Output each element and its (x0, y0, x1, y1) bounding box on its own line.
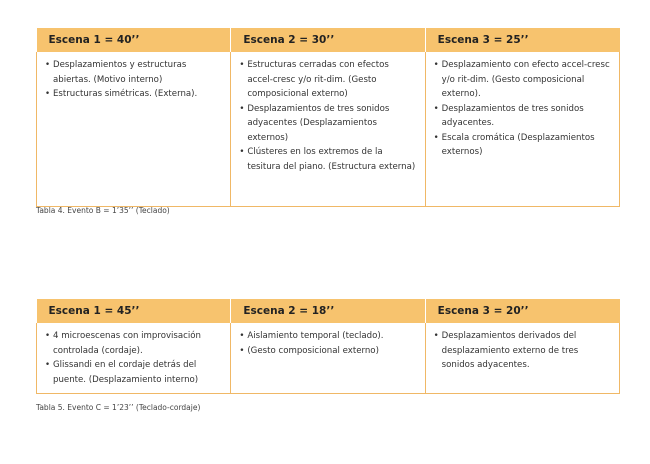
table-header-row (37, 28, 620, 52)
header-escena-1: Escena 1 = 40’’ (37, 28, 231, 52)
header-escena-3: Escena 3 = 20’’ (425, 299, 619, 323)
table-evento-c (36, 299, 620, 394)
list-item: • Clústeres en los extremos de la tesitura del piano. (Estructura externa) (239, 145, 416, 174)
list-item: • Aislamiento temporal (teclado). (239, 329, 416, 344)
list-item: • Desplazamientos de tres sonidos adyacentes (Desplazamientos externos) (239, 102, 416, 146)
header-escena-1: Escena 1 = 45’’ (37, 299, 231, 323)
table-row (37, 52, 620, 207)
table-header-row (37, 299, 620, 323)
header-escena-2: Escena 2 = 18’’ (231, 299, 425, 323)
table-row (37, 323, 620, 394)
list-item: • Escala cromática (Desplazamientos externos) (434, 131, 611, 160)
list-item: • Estructuras simétricas. (Externa). (45, 87, 222, 102)
cell-escena-3 (425, 323, 619, 394)
list-item: • (Gesto composicional externo) (239, 344, 416, 359)
table-caption-5: Tabla 5. Evento C = 1’23’’ (Teclado-cordaje) (36, 403, 201, 412)
cell-escena-1 (37, 52, 231, 207)
list-item: • Desplazamientos de tres sonidos adyacentes. (434, 102, 611, 131)
cell-escena-2 (231, 52, 425, 207)
header-escena-2: Escena 2 = 30’’ (231, 28, 425, 52)
list-item: • Glissandi en el cordaje detrás del puente. (Desplazamiento interno) (45, 358, 222, 387)
table-caption-4: Tabla 4. Evento B = 1’35’’ (Teclado) (36, 206, 170, 215)
list-item: • Desplazamiento con efecto accel-cresc y/o rit-dim. (Gesto composicional externo). (434, 58, 611, 102)
cell-escena-1 (37, 323, 231, 394)
list-item: • 4 microescenas con improvisación controlada (cordaje). (45, 329, 222, 358)
list-item: • Desplazamientos derivados del desplazamiento externo de tres sonidos adyacentes. (434, 329, 611, 373)
cell-escena-3 (425, 52, 619, 207)
list-item: • Desplazamientos y estructuras abiertas. (Motivo interno) (45, 58, 222, 87)
table-evento-b (36, 28, 620, 207)
header-escena-3: Escena 3 = 25’’ (425, 28, 619, 52)
cell-escena-2 (231, 323, 425, 394)
list-item: • Estructuras cerradas con efectos accel-cresc y/o rit-dim. (Gesto composicional externo) (239, 58, 416, 102)
